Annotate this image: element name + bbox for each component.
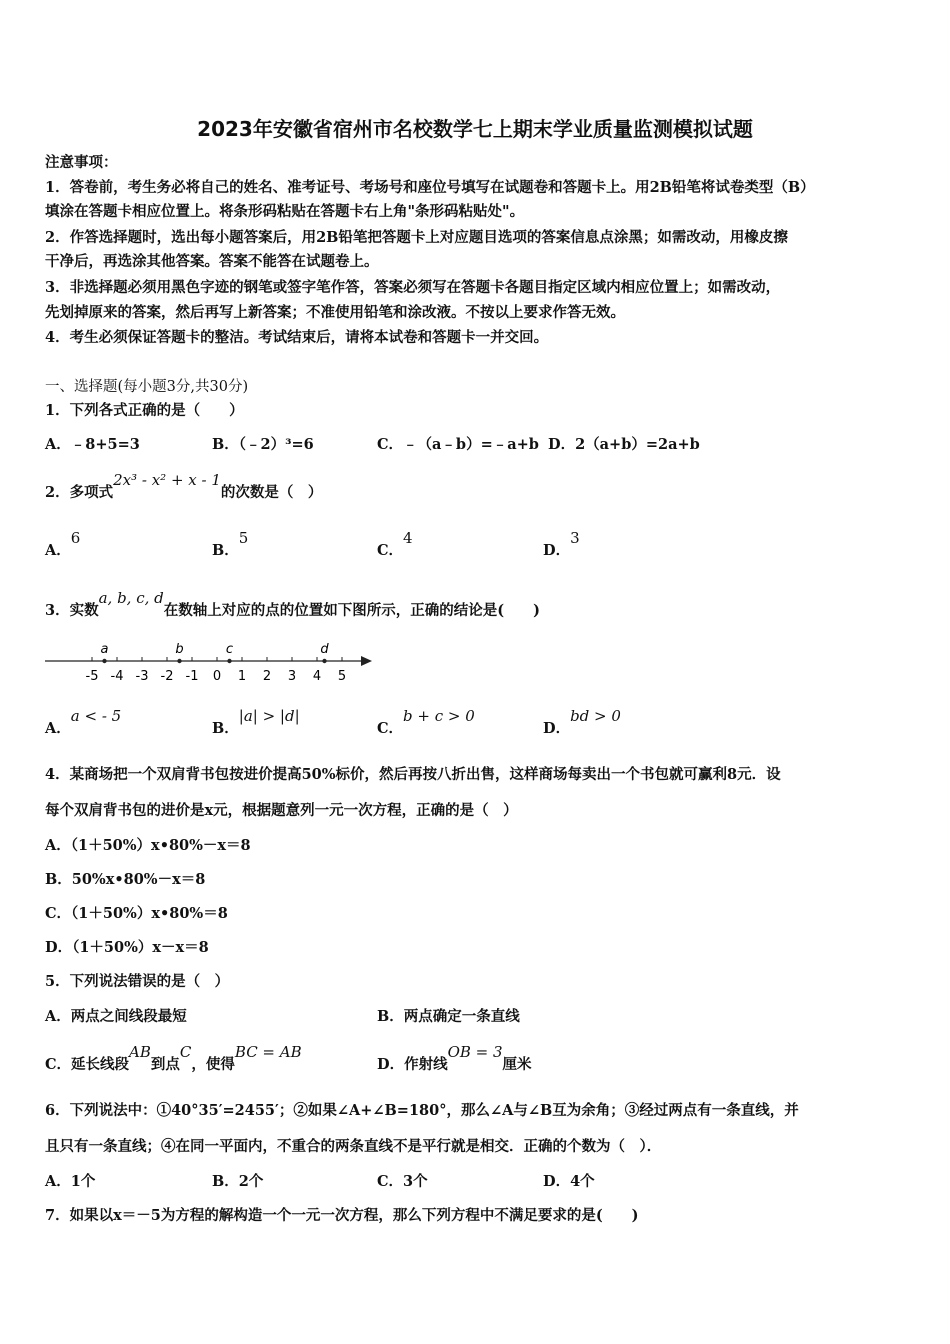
number-line-tick-label: 5 <box>337 669 347 684</box>
question-4-stem-line1: 4．某商场把一个双肩背书包按进价提高50%标价，然后再按八折出售，这样商场每卖出一个书包就可赢利8元．设 <box>45 766 781 783</box>
q1-option-c: C．﹣（a﹣b）=﹣a+b <box>377 436 539 453</box>
q5-point-c: C <box>179 1043 192 1061</box>
number-line-tick-label: -3 <box>135 669 149 684</box>
notice-line: 3．非选择题必须用黑色字迹的钢笔或签字笔作答，答案必须写在答题卡各题目指定区域内相应位置上；如需改动， <box>45 279 781 296</box>
q6-option-c: C．3个 <box>377 1173 428 1190</box>
q5-option-c: C．延长线段AB到点C，使得BC = AB <box>45 1043 302 1073</box>
number-line-tick-label: 3 <box>287 669 297 684</box>
q6-option-a: A．1个 <box>45 1173 96 1190</box>
page-title: 2023年安徽省宿州市名校数学七上期末学业质量监测模拟试题 <box>197 117 753 141</box>
q3-option-c: C．b + c > 0 <box>377 707 475 737</box>
number-line-point-label: d <box>320 642 329 657</box>
q2-option-c-value: 4 <box>403 529 413 547</box>
number-line-tick-label: 0 <box>212 669 222 684</box>
number-line-tick-label: -4 <box>110 669 124 684</box>
q4-option-b: B．50%x•80%－x＝8 <box>45 871 206 888</box>
notice-line: 干净后，再选涂其他答案。答案不能答在试题卷上。 <box>45 253 379 270</box>
q2-option-b: B．5 <box>212 529 249 559</box>
q3-option-b: B．|a| > |d| <box>212 707 300 737</box>
notice-line: 1．答卷前，考生务必将自己的姓名、准考证号、考场号和座位号填写在试题卷和答题卡上。用2B铅笔将试卷类型（B） <box>45 179 815 196</box>
q5-equation: BC = AB <box>234 1043 302 1061</box>
notice-line: 4．考生必须保证答题卡的整洁。考试结束后，请将本试卷和答题卡一并交回。 <box>45 329 549 346</box>
q2-option-a: A．6 <box>45 529 81 559</box>
q2-option-a-value: 6 <box>70 529 81 547</box>
q5-option-a: A．两点之间线段最短 <box>45 1008 187 1025</box>
q5-segment-ab: AB <box>129 1043 151 1061</box>
q3-option-d-value: bd > 0 <box>570 707 621 725</box>
q1-option-d: D．2（a+b）=2a+b <box>548 436 700 453</box>
number-line-tick-label: 4 <box>312 669 322 684</box>
q1-option-b: B．（﹣2）³=6 <box>212 436 314 453</box>
number-line-point-a <box>102 659 106 663</box>
number-line-figure <box>40 635 380 690</box>
q2-prefix: 2．多项式 <box>45 484 114 501</box>
q2-option-b-value: 5 <box>238 529 249 547</box>
q5-ray-equation: OB = 3 <box>447 1043 503 1061</box>
q6-option-b: B．2个 <box>212 1173 264 1190</box>
question-6-stem-line2: 且只有一条直线；④在同一平面内，不重合的两条直线不是平行就是相交．正确的个数为（ ）． <box>45 1138 662 1155</box>
q4-option-a: A．（1＋50%）x•80%－x＝8 <box>45 837 251 854</box>
number-line-point-d <box>322 659 326 663</box>
number-line-tick-label: -1 <box>185 669 199 684</box>
notice-line: 填涂在答题卡相应位置上。将条形码粘贴在答题卡右上角"条形码粘贴处"。 <box>45 203 525 220</box>
number-line-tick-label: -2 <box>160 669 174 684</box>
section-heading: 一、选择题(每小题3分,共30分) <box>45 379 249 395</box>
q2-suffix: 的次数是（ ） <box>220 484 323 501</box>
notice-line: 2．作答选择题时，选出每小题答案后，用2B铅笔把答题卡上对应题目选项的答案信息点涂黑；如需改动，用橡皮擦 <box>45 229 788 246</box>
question-1-stem: 1．下列各式正确的是（ ） <box>45 402 244 419</box>
q6-option-d: D．4个 <box>543 1173 595 1190</box>
question-3-stem <box>45 589 540 621</box>
q1-option-a: A．﹣8+5=3 <box>45 436 140 453</box>
q3-option-a: A．a < - 5 <box>45 707 122 737</box>
number-line-tick-label: 2 <box>262 669 272 684</box>
number-line-point-label: b <box>175 642 184 657</box>
number-line-tick-label: -5 <box>85 669 99 684</box>
q2-option-d-value: 3 <box>570 529 580 547</box>
number-line-point-label: a <box>100 642 109 657</box>
q2-option-c: C．4 <box>377 529 413 559</box>
notice-heading: 注意事项： <box>45 154 118 171</box>
q4-option-c: C．（1＋50%）x•80%＝8 <box>45 905 228 922</box>
q2-option-d: D．3 <box>543 529 580 559</box>
notice-line: 先划掉原来的答案，然后再写上新答案；不准使用铅笔和涂改液。不按以上要求作答无效。 <box>45 304 625 321</box>
number-line-point-c <box>227 659 231 663</box>
q4-option-d: D．（1＋50%）x－x＝8 <box>45 939 209 956</box>
question-5-stem: 5．下列说法错误的是（ ） <box>45 973 230 990</box>
question-7-stem: 7．如果以x＝－5为方程的解构造一个一元一次方程，那么下列方程中不满足要求的是( ) <box>45 1207 639 1224</box>
number-line-tick-label: 1 <box>237 669 247 684</box>
q5-option-d: D．作射线OB = 3厘米 <box>377 1043 532 1073</box>
number-line-arrow <box>361 656 372 666</box>
q2-expression: 2x³ - x² + x - 1 <box>113 471 221 489</box>
q3-option-a-value: a < - 5 <box>70 707 122 725</box>
q3-option-c-value: b + c > 0 <box>403 707 475 725</box>
q3-suffix: 在数轴上对应的点的位置如下图所示，正确的结论是( ) <box>163 602 540 619</box>
number-line-point-label: c <box>225 642 234 657</box>
q3-variables: a, b, c, d <box>98 589 164 607</box>
question-4-stem-line2: 每个双肩背书包的进价是x元，根据题意列一元一次方程，正确的是（ ） <box>45 802 518 819</box>
number-line-point-b <box>177 659 181 663</box>
question-2-stem <box>45 471 323 503</box>
q3-option-b-value: |a| > |d| <box>238 707 300 725</box>
q3-option-d: D．bd > 0 <box>543 707 621 737</box>
q5-option-b: B．两点确定一条直线 <box>377 1008 520 1025</box>
q3-prefix: 3．实数 <box>45 602 99 619</box>
question-6-stem-line1: 6．下列说法中：①40°35′=2455′；②如果∠A+∠B=180°，那么∠A与∠B互为余角；③经过两点有一条直线，并 <box>45 1102 799 1119</box>
